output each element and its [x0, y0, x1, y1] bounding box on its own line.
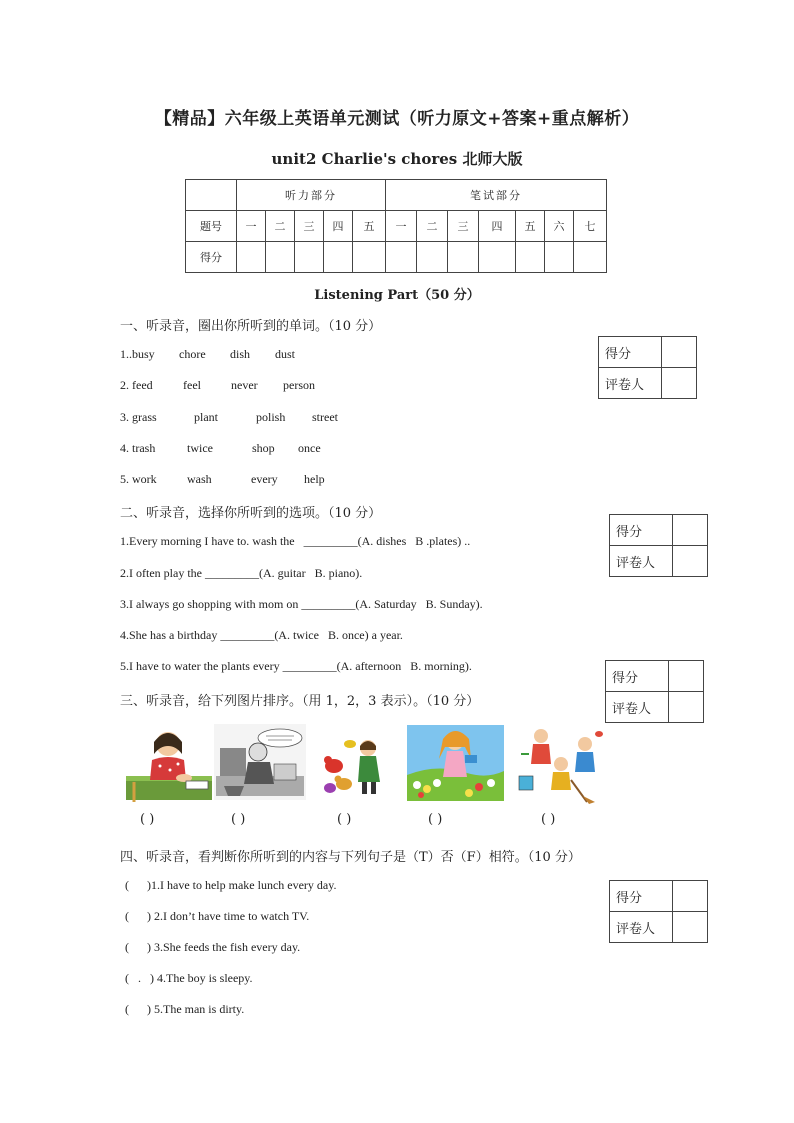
writing-header: 笔试部分 — [386, 180, 607, 211]
word-option[interactable]: feed — [132, 378, 153, 392]
writing-col: 四 — [479, 211, 516, 242]
section2-item: 2.I often play the _________(A. guitar B. piano). — [120, 566, 363, 580]
girl-watering-flowers-picture — [407, 725, 504, 801]
section1-row — [120, 472, 325, 487]
order-blank[interactable]: ( ) — [337, 812, 352, 827]
listening-header: 听力部分 — [237, 180, 386, 211]
grade-grader-label: 评卷人 — [610, 912, 673, 943]
writing-col: 五 — [516, 211, 545, 242]
section2-item: 4.She has a birthday _________(A. twice B. once) a year. — [120, 628, 403, 642]
word-option[interactable]: trash — [132, 441, 156, 455]
word-option[interactable]: every — [251, 472, 278, 486]
section2-item: 5.I have to water the plants every _________(A. afternoon B. morning). — [120, 659, 472, 673]
grade-score-label: 得分 — [610, 515, 673, 546]
row-number-label: 题号 — [186, 211, 237, 242]
word-option[interactable]: shop — [252, 441, 275, 455]
writing-col: 二 — [417, 211, 448, 242]
score-cell[interactable] — [266, 242, 295, 273]
section4-item: ( ) 2.I don’t have time to watch TV. — [125, 909, 310, 923]
row-score-label: 得分 — [186, 242, 237, 273]
section2-item: 3.I always go shopping with mom on _________(A. Saturday B. Sunday). — [120, 597, 483, 611]
section1-heading: 一、听录音，圈出你所听到的单词。（10 分） — [120, 319, 382, 334]
score-cell[interactable] — [353, 242, 386, 273]
row-number: 2. — [120, 378, 129, 392]
word-option[interactable]: feel — [183, 378, 201, 392]
row-number: 4. — [120, 441, 129, 455]
word-option[interactable]: person — [283, 378, 315, 392]
word-option[interactable]: once — [298, 441, 321, 455]
word-option[interactable]: plant — [194, 410, 218, 424]
listening-part-heading: Listening Part（50 分） — [314, 288, 480, 303]
word-option[interactable]: polish — [256, 410, 286, 424]
grade-grader-cell[interactable] — [662, 368, 697, 399]
word-option[interactable]: twice — [187, 441, 213, 455]
word-option[interactable]: wash — [187, 472, 212, 486]
writing-col: 七 — [574, 211, 607, 242]
woman-feeding-birds-picture — [320, 734, 392, 798]
order-blank[interactable]: ( ) — [231, 812, 246, 827]
word-option[interactable]: dust — [275, 347, 296, 361]
order-blank[interactable]: ( ) — [541, 812, 556, 827]
row-number: 3. — [120, 410, 129, 424]
row-number: 5. — [120, 472, 129, 486]
section4-item: ( )1.I have to help make lunch every day. — [125, 878, 337, 892]
score-cell[interactable] — [324, 242, 353, 273]
grade-score-label: 得分 — [610, 881, 673, 912]
section1-row — [120, 378, 315, 393]
section1-row — [120, 410, 338, 425]
section4-item: ( . ) 4.The boy is sleepy. — [125, 971, 253, 985]
grade-score-label: 得分 — [606, 661, 669, 692]
grade-grader-label: 评卷人 — [599, 368, 662, 399]
word-option[interactable]: never — [231, 378, 258, 392]
grade-box — [605, 660, 704, 723]
row-number: 1.. — [120, 347, 132, 361]
page-title: 【精品】六年级上英语单元测试（听力原文+答案+重点解析） — [154, 109, 640, 129]
listening-col: 二 — [266, 211, 295, 242]
section4-item: ( ) 5.The man is dirty. — [125, 1002, 245, 1016]
grade-box — [598, 336, 697, 399]
order-blank[interactable]: ( ) — [140, 812, 155, 827]
score-cell[interactable] — [386, 242, 417, 273]
grade-score-cell[interactable] — [669, 661, 704, 692]
score-cell[interactable] — [237, 242, 266, 273]
listening-col: 四 — [324, 211, 353, 242]
section1-row — [120, 347, 295, 362]
section3-heading: 三、听录音，给下列图片排序。（用 1，2，3 表示）。（10 分） — [120, 694, 480, 709]
score-cell[interactable] — [295, 242, 324, 273]
grade-grader-label: 评卷人 — [606, 692, 669, 723]
section2-heading: 二、听录音，选择你所听到的选项。（10 分） — [120, 506, 382, 521]
score-cell[interactable] — [479, 242, 516, 273]
score-cell[interactable] — [417, 242, 448, 273]
word-option[interactable]: busy — [132, 347, 155, 361]
writing-col: 六 — [545, 211, 574, 242]
page-subtitle: unit2 Charlie's chores 北师大版 — [271, 150, 523, 168]
listening-col: 一 — [237, 211, 266, 242]
section2-item: 1.Every morning I have to. wash the _________(A. dishes B .plates) .. — [120, 534, 471, 548]
listening-col: 五 — [353, 211, 386, 242]
grade-score-cell[interactable] — [673, 881, 708, 912]
score-cell[interactable] — [574, 242, 607, 273]
grade-score-cell[interactable] — [662, 337, 697, 368]
listening-col: 三 — [295, 211, 324, 242]
section1-row — [120, 441, 321, 456]
score-cell[interactable] — [545, 242, 574, 273]
word-option[interactable]: help — [304, 472, 325, 486]
kids-doing-chores-picture — [515, 724, 603, 804]
grade-grader-label: 评卷人 — [610, 546, 673, 577]
man-cleaning-room-picture — [214, 724, 306, 800]
word-option[interactable]: street — [312, 410, 338, 424]
grade-box — [609, 880, 708, 943]
order-blank[interactable]: ( ) — [428, 812, 443, 827]
word-option[interactable]: work — [132, 472, 157, 486]
word-option[interactable]: grass — [132, 410, 157, 424]
word-option[interactable]: dish — [230, 347, 251, 361]
grade-score-label: 得分 — [599, 337, 662, 368]
girl-writing-picture — [124, 726, 216, 804]
section4-heading: 四、听录音，看判断你所听到的内容与下列句子是（T）否（F）相符。（10 分） — [120, 850, 581, 865]
writing-col: 一 — [386, 211, 417, 242]
section4-item: ( ) 3.She feeds the fish every day. — [125, 940, 301, 954]
grade-grader-cell[interactable] — [669, 692, 704, 723]
word-option[interactable]: chore — [179, 347, 206, 361]
grade-score-cell[interactable] — [673, 515, 708, 546]
grade-grader-cell[interactable] — [673, 912, 708, 943]
score-cell[interactable] — [448, 242, 479, 273]
writing-col: 三 — [448, 211, 479, 242]
score-table — [185, 179, 607, 273]
score-cell[interactable] — [516, 242, 545, 273]
grade-box — [609, 514, 708, 577]
grade-grader-cell[interactable] — [673, 546, 708, 577]
score-table-corner — [186, 180, 237, 211]
